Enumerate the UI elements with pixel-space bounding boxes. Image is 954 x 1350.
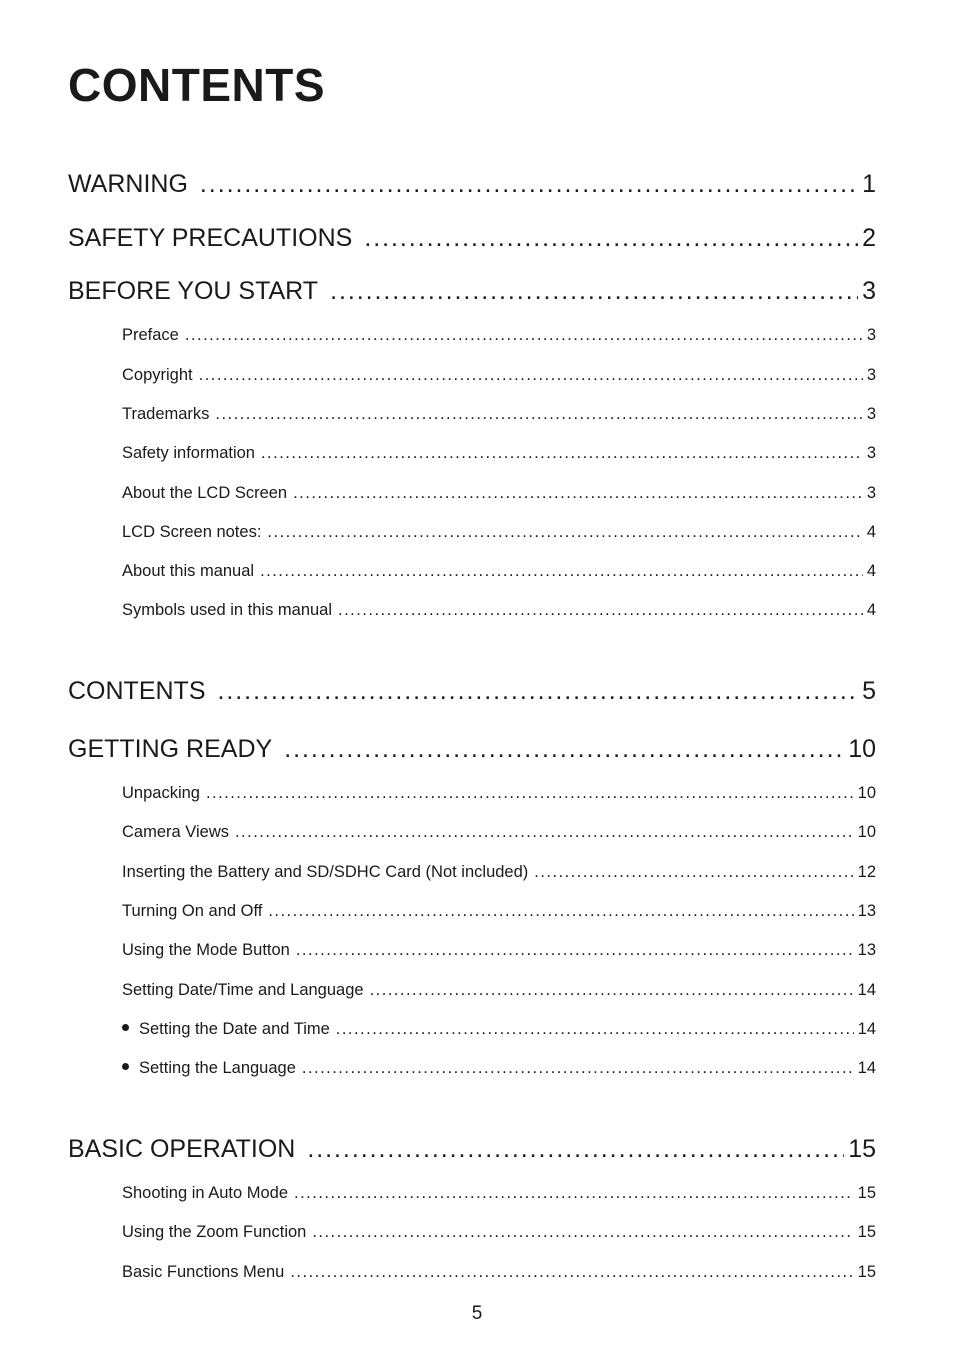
toc-subentry-preface[interactable] — [122, 324, 876, 346]
toc-entry-safety-precautions[interactable] — [68, 222, 876, 254]
toc-subentry-title: Copyright — [122, 366, 193, 384]
toc-subentry-page: 3 — [866, 484, 876, 502]
dot-leader — [307, 1133, 844, 1165]
dot-leader — [534, 861, 853, 883]
toc-subentry-turning-on-off[interactable] — [122, 900, 876, 922]
toc-subentry-auto-mode[interactable] — [122, 1182, 876, 1204]
toc-subentry-camera-views[interactable] — [122, 821, 876, 843]
toc-subentry-page: 3 — [866, 326, 876, 344]
dot-leader — [185, 324, 863, 346]
toc-subentry-page: 10 — [857, 784, 876, 802]
toc-subentry-title: Safety information — [122, 444, 255, 462]
dot-leader — [293, 482, 863, 504]
toc-entry-title: GETTING READY — [68, 735, 273, 763]
toc-entry-title: SAFETY PRECAUTIONS — [68, 224, 353, 252]
toc-subentry-page: 14 — [857, 981, 876, 999]
toc-entry-before-you-start[interactable] — [68, 275, 876, 307]
toc-subentry-page: 4 — [866, 601, 876, 619]
toc-subentry-setting-language[interactable] — [122, 1057, 876, 1079]
toc-subentry-lcd-screen-notes[interactable] — [122, 521, 876, 543]
toc-subentry-setting-date-time[interactable] — [122, 1018, 876, 1040]
toc-entry-title: WARNING — [68, 170, 188, 198]
dot-leader — [235, 821, 854, 843]
toc-subentry-copyright[interactable] — [122, 364, 876, 386]
dot-leader — [312, 1221, 853, 1243]
toc-entry-getting-ready[interactable] — [68, 733, 876, 765]
page-title: CONTENTS — [68, 59, 325, 111]
toc-subentry-page: 3 — [866, 444, 876, 462]
dot-leader — [302, 1057, 854, 1079]
toc-subentry-title: Shooting in Auto Mode — [122, 1184, 289, 1202]
toc-subentry-title: Setting the Date and Time — [139, 1020, 330, 1038]
toc-subentry-title-wrap — [122, 1018, 336, 1040]
toc-entry-page: 10 — [848, 735, 876, 763]
toc-subentry-symbols-used[interactable] — [122, 599, 876, 621]
toc-subentry-zoom-function[interactable] — [122, 1221, 876, 1243]
toc-entry-contents[interactable] — [68, 675, 876, 707]
toc-subentry-title: Using the Zoom Function — [122, 1223, 307, 1241]
dot-leader — [200, 168, 858, 200]
dot-leader — [218, 675, 859, 707]
toc-entry-title: BASIC OPERATION — [68, 1135, 296, 1163]
toc-subentry-page: 15 — [857, 1263, 876, 1281]
dot-leader — [267, 521, 862, 543]
toc-subentry-page: 4 — [866, 523, 876, 541]
dot-leader — [215, 403, 862, 425]
toc-subentry-trademarks[interactable] — [122, 403, 876, 425]
toc-subentry-page: 13 — [857, 941, 876, 959]
toc-subentry-title: About the LCD Screen — [122, 484, 288, 502]
toc-subentry-safety-information[interactable] — [122, 442, 876, 464]
toc-subentry-title: Basic Functions Menu — [122, 1263, 285, 1281]
toc-subentry-title: Setting Date/Time and Language — [122, 981, 364, 999]
dot-leader — [364, 222, 858, 254]
toc-subentry-about-lcd-screen[interactable] — [122, 482, 876, 504]
toc-subentry-page: 15 — [857, 1223, 876, 1241]
toc-subentry-title: About this manual — [122, 562, 255, 580]
page-number: 5 — [471, 1303, 483, 1324]
toc-entry-warning[interactable] — [68, 168, 876, 200]
bullet-icon — [122, 1024, 129, 1031]
toc-entry-basic-operation[interactable] — [68, 1133, 876, 1165]
toc-subentry-page: 15 — [857, 1184, 876, 1202]
toc-entry-page: 15 — [848, 1135, 876, 1163]
toc-subentry-page: 3 — [866, 366, 876, 384]
toc-subentry-basic-functions-menu[interactable] — [122, 1261, 876, 1283]
toc-subentry-mode-button[interactable] — [122, 939, 876, 961]
toc-entry-page: 5 — [862, 677, 876, 705]
dot-leader — [290, 1261, 853, 1283]
toc-subentry-title: Symbols used in this manual — [122, 601, 333, 619]
toc-subentry-title: Unpacking — [122, 784, 200, 802]
dot-leader — [261, 442, 863, 464]
dot-leader — [268, 900, 853, 922]
dot-leader — [260, 560, 863, 582]
toc-subentry-page: 10 — [857, 823, 876, 841]
toc-subentry-unpacking[interactable] — [122, 782, 876, 804]
toc-subentry-title: Trademarks — [122, 405, 210, 423]
toc-subentry-page: 4 — [866, 562, 876, 580]
dot-leader — [370, 979, 854, 1001]
dot-leader — [336, 1018, 854, 1040]
toc-subentry-page: 12 — [857, 863, 876, 881]
toc-subentry-title-wrap — [122, 1057, 302, 1079]
dot-leader — [338, 599, 863, 621]
toc-entry-title: CONTENTS — [68, 677, 206, 705]
dot-leader — [296, 939, 854, 961]
toc-subentry-page: 3 — [866, 405, 876, 423]
toc-subentry-title: Turning On and Off — [122, 902, 263, 920]
toc-entry-page: 3 — [862, 277, 876, 305]
toc-subentry-date-time-language[interactable] — [122, 979, 876, 1001]
toc-subentry-title: Inserting the Battery and SD/SDHC Card (Not included) — [122, 863, 529, 881]
dot-leader — [330, 275, 858, 307]
toc-subentry-title: Setting the Language — [139, 1059, 296, 1077]
toc-entry-page: 1 — [862, 170, 876, 198]
toc-subentry-inserting-battery[interactable] — [122, 861, 876, 883]
toc-subentry-title: Camera Views — [122, 823, 229, 841]
toc-subentry-title: LCD Screen notes: — [122, 523, 262, 541]
toc-entry-title: BEFORE YOU START — [68, 277, 319, 305]
toc-subentry-page: 13 — [857, 902, 876, 920]
dot-leader — [284, 733, 844, 765]
toc-subentry-title: Using the Mode Button — [122, 941, 290, 959]
bullet-icon — [122, 1063, 129, 1070]
toc-subentry-title: Preface — [122, 326, 179, 344]
dot-leader — [206, 782, 854, 804]
toc-subentry-page: 14 — [857, 1059, 876, 1077]
dot-leader — [199, 364, 863, 386]
toc-entry-page: 2 — [862, 224, 876, 252]
toc-subentry-about-this-manual[interactable] — [122, 560, 876, 582]
dot-leader — [294, 1182, 854, 1204]
toc-subentry-page: 14 — [857, 1020, 876, 1038]
